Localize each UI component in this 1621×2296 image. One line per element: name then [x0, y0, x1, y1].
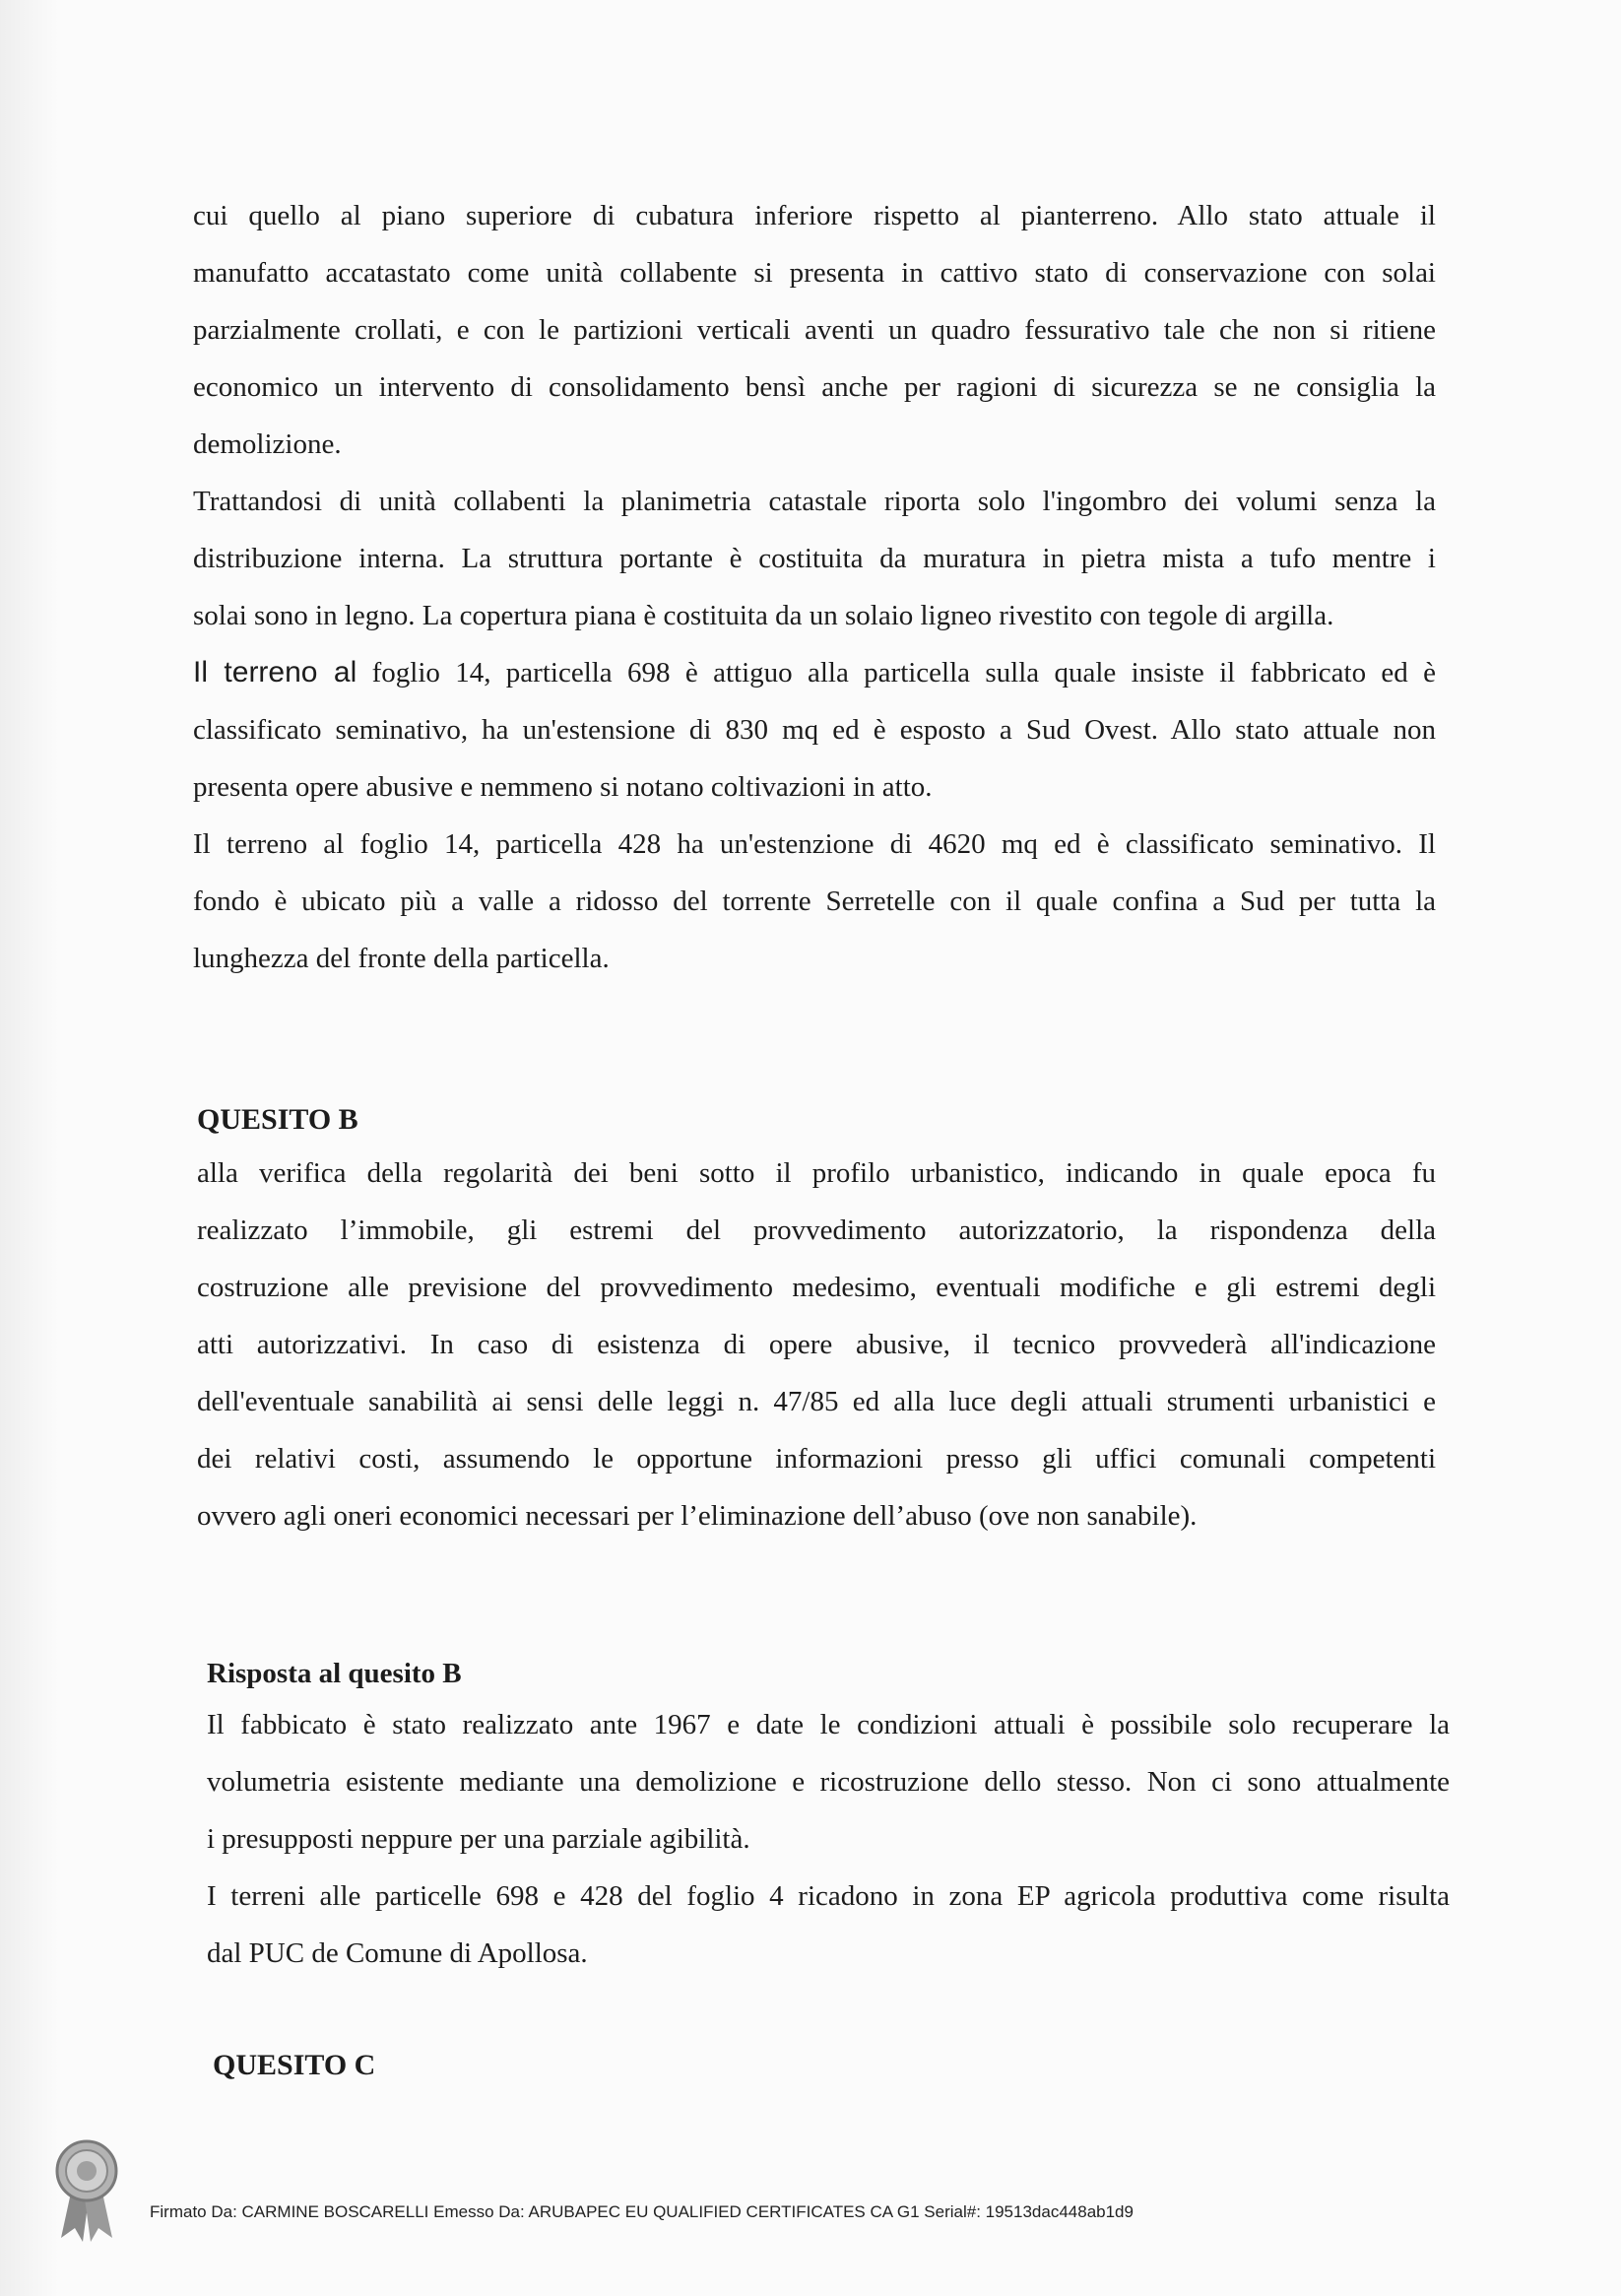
- text-line: cui quello al piano superiore di cubatura inferiore rispetto al pianterreno. Allo stato attuale il: [193, 200, 1436, 231]
- paragraph-fabbricato: [207, 1696, 1450, 1868]
- paragraph-manufatto: [193, 187, 1436, 473]
- risposta-b-text: [207, 1696, 1450, 1982]
- paragraph-terreno-698: [193, 644, 1436, 816]
- text-line: economico un intervento di consolidamento bensì anche per ragioni di sicurezza se ne consiglia la: [193, 371, 1436, 403]
- text-line: lunghezza del fronte della particella.: [193, 943, 610, 974]
- text-line: Il fabbicato è stato realizzato ante 1967 e date le condizioni attuali è possibile solo recuperare la: [207, 1709, 1450, 1740]
- text-line: costruzione alle previsione del provvedimento medesimo, eventuali modifiche e gli estremi degli: [197, 1272, 1436, 1303]
- paragraph-terreno-428: [193, 816, 1436, 987]
- text-line: dal PUC de Comune di Apollosa.: [207, 1937, 588, 1969]
- text-line: ovvero agli oneri economici necessari per l’eliminazione dell’abuso (ove non sanabile).: [197, 1500, 1198, 1532]
- paragraph-terreni-zona: [207, 1868, 1450, 1982]
- text-line-rest: foglio 14, particella 698 è attiguo alla particella sulla quale insiste il fabbricato ed è: [357, 657, 1437, 689]
- text-line: parzialmente crollati, e con le partizioni verticali aventi un quadro fessurativo tale che non si ritiene: [193, 314, 1436, 346]
- text-line: Il terreno al foglio 14, particella 428 ha un'estenzione di 4620 mq ed è classificato seminativo. Il: [193, 828, 1436, 860]
- text-line: i presupposti neppure per una parziale agibilità.: [207, 1823, 750, 1855]
- text-lead-sans: Il terreno al: [193, 656, 357, 689]
- paragraph-struttura: [193, 473, 1436, 644]
- text-line: distribuzione interna. La struttura portante è costituita da muratura in pietra mista a tufo mentre i: [193, 543, 1436, 574]
- paragraph-quesito-b: [197, 1145, 1436, 1544]
- scan-edge-shadow: [0, 0, 59, 2296]
- certified-seal-icon: [51, 2135, 122, 2244]
- body-text-block-1: [193, 187, 1436, 987]
- text-line: Trattandosi di unità collabenti la planimetria catastale riporta solo l'ingombro dei volumi senza la: [193, 486, 1436, 517]
- text-line: fondo è ubicato più a valle a ridosso del torrente Serretelle con il quale confina a Sud per tutta la: [193, 886, 1436, 917]
- text-line: demolizione.: [193, 428, 342, 460]
- quesito-c-heading: QUESITO C: [213, 2049, 376, 2081]
- text-line: volumetria esistente mediante una demolizione e ricostruzione dello stesso. Non ci sono attualmente: [207, 1766, 1450, 1798]
- text-line: realizzato l’immobile, gli estremi del provvedimento autorizzatorio, la rispondenza della: [197, 1214, 1436, 1246]
- digital-signature-footer: Firmato Da: CARMINE BOSCARELLI Emesso Da: ARUBAPEC EU QUALIFIED CERTIFICATES CA G1 Serial#: 19513dac448ab1d9: [150, 2202, 1134, 2221]
- quesito-b-heading: QUESITO B: [197, 1103, 358, 1136]
- text-line: I terreni alle particelle 698 e 428 del foglio 4 ricadono in zona EP agricola produttiva come risulta: [207, 1880, 1450, 1912]
- text-line: classificato seminativo, ha un'estensione di 830 mq ed è esposto a Sud Ovest. Allo stato attuale non: [193, 714, 1436, 746]
- text-line: atti autorizzativi. In caso di esistenza di opere abusive, il tecnico provvederà all'indicazione: [197, 1329, 1436, 1360]
- text-line: alla verifica della regolarità dei beni sotto il profilo urbanistico, indicando in quale epoca fu: [197, 1157, 1436, 1189]
- text-line: [193, 644, 1436, 701]
- risposta-b-heading: Risposta al quesito B: [207, 1658, 462, 1689]
- text-line: dell'eventuale sanabilità ai sensi delle leggi n. 47/85 ed alla luce degli attuali strumenti urbanistici e: [197, 1386, 1436, 1417]
- text-line: presenta opere abusive e nemmeno si notano coltivazioni in atto.: [193, 771, 933, 803]
- quesito-b-text: [197, 1145, 1436, 1544]
- text-line: solai sono in legno. La copertura piana è costituita da un solaio ligneo rivestito con tegole di argilla.: [193, 600, 1334, 631]
- text-line: manufatto accatastato come unità collabente si presenta in cattivo stato di conservazione con solai: [193, 257, 1436, 289]
- text-line: dei relativi costi, assumendo le opportune informazioni presso gli uffici comunali competenti: [197, 1443, 1436, 1475]
